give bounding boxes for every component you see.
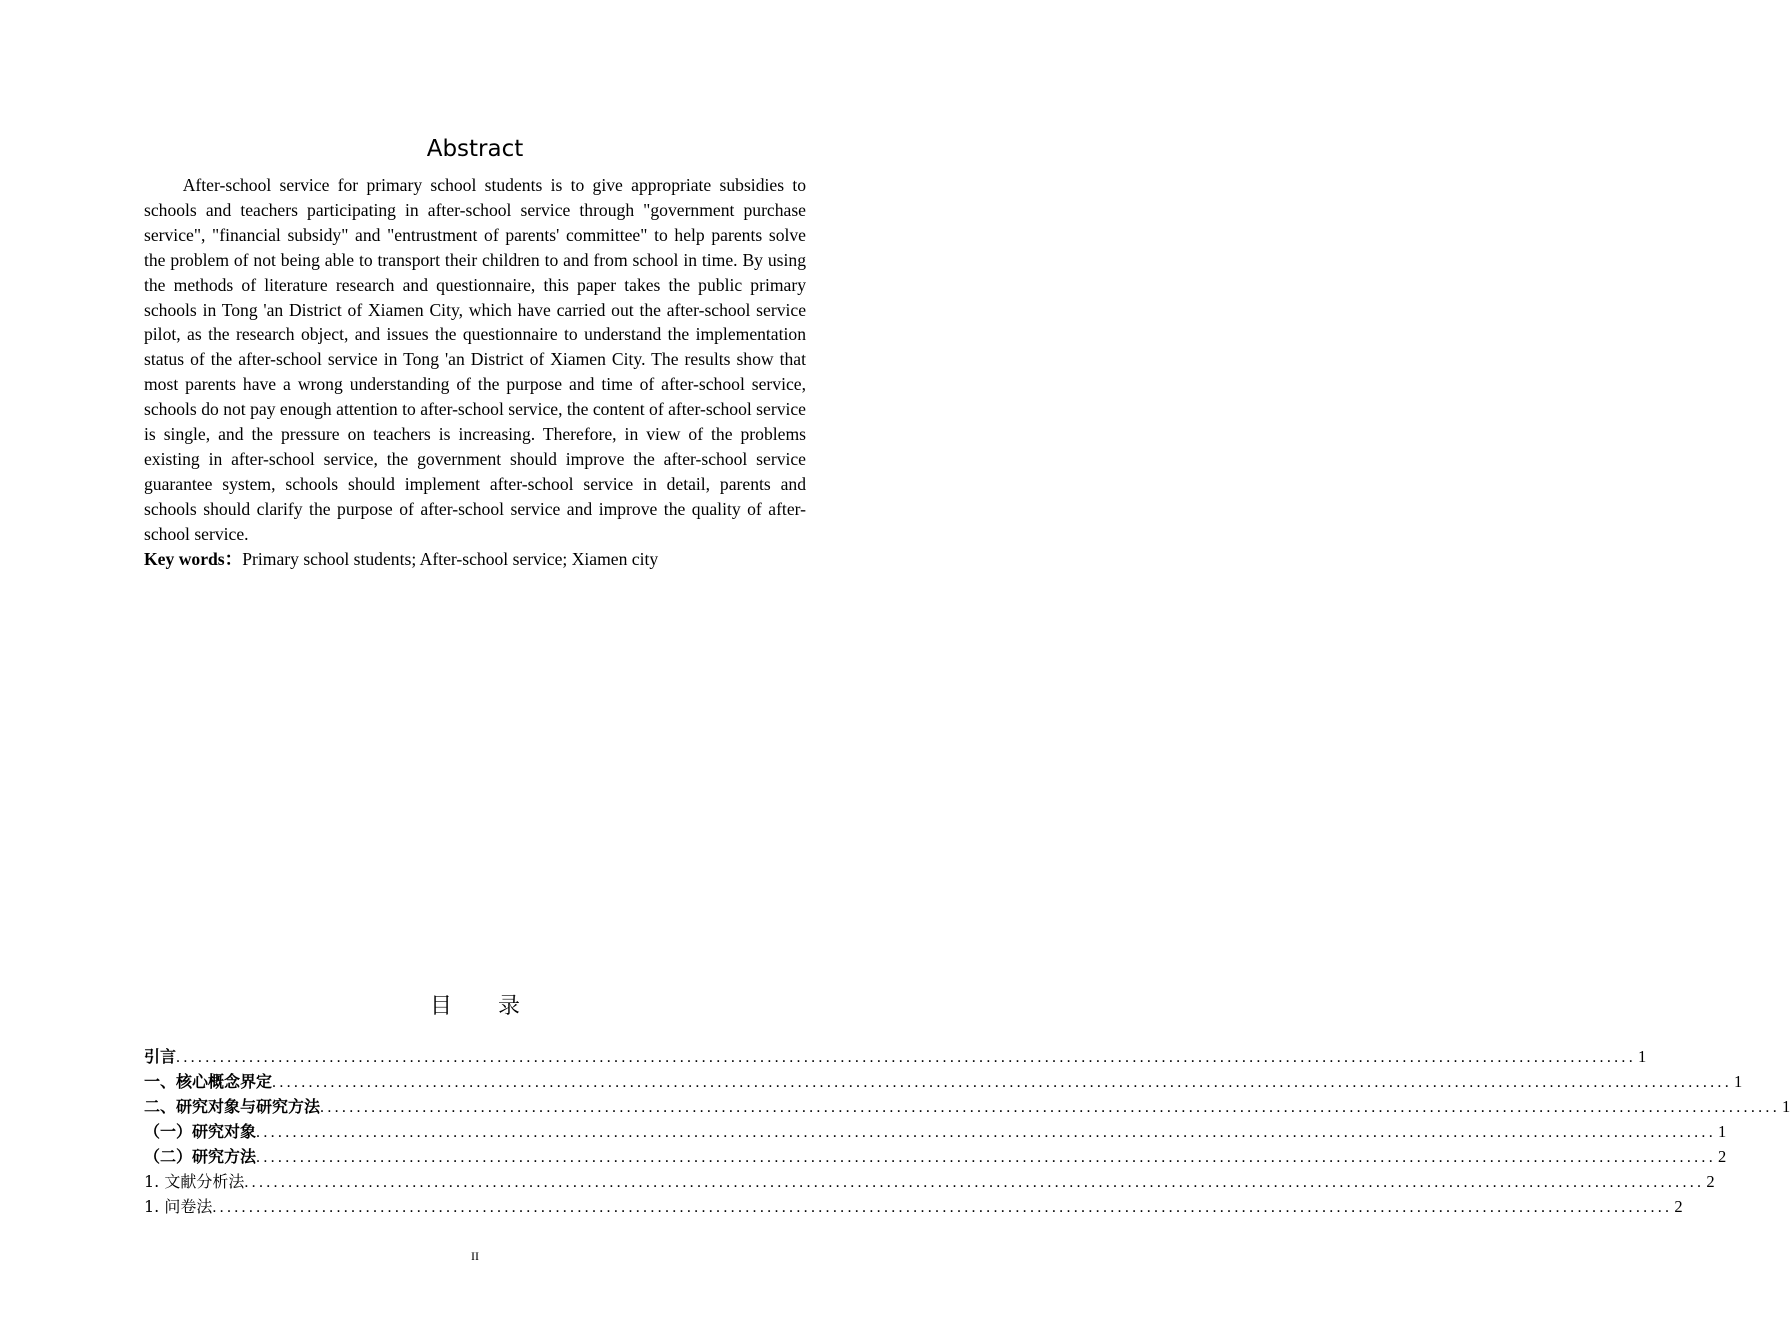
toc-entry-text: 引言 — [144, 1047, 177, 1066]
toc-entry-page: 1 — [1734, 1072, 1743, 1091]
table-of-contents — [144, 992, 1790, 1219]
toc-entry-text: 1. 问卷法 — [144, 1197, 213, 1216]
toc-entry[interactable] — [144, 1119, 1727, 1144]
toc-entry-text: （二）研究方法 — [144, 1147, 257, 1166]
toc-entry-text: 1. 文献分析法 — [144, 1172, 245, 1191]
toc-entry[interactable] — [144, 1069, 1743, 1094]
toc-leader-dots: ........................................................................................................................................................................................................ — [320, 1099, 1781, 1116]
toc-leader-dots: ........................................................................................................................................................................................................ — [212, 1199, 1673, 1216]
abstract-title: Abstract — [426, 136, 524, 162]
page-number: II — [471, 1249, 479, 1263]
toc-entry-page: 1 — [1782, 1097, 1790, 1116]
toc-entry-text: 一、核心概念界定 — [144, 1072, 273, 1091]
toc-leader-dots: ........................................................................................................................................................................................................ — [256, 1149, 1717, 1166]
toc-leader-dots: ........................................................................................................................................................................................................ — [256, 1124, 1717, 1141]
abstract-section — [144, 134, 806, 572]
toc-entry[interactable] — [144, 1044, 1647, 1069]
toc-entry-text: 二、研究对象与研究方法 — [144, 1097, 321, 1116]
toc-entry-page: 1 — [1718, 1122, 1727, 1141]
toc-leader-dots: ........................................................................................................................................................................................................ — [244, 1174, 1705, 1191]
toc-title-char-1: 目 — [429, 994, 452, 1019]
toc-entry[interactable] — [144, 1144, 1727, 1169]
toc-entry-page: 2 — [1706, 1172, 1715, 1191]
keywords-line — [144, 547, 806, 572]
abstract-body: After-school service for primary school students is to give appropriate subsidies to schools and teachers participating in after-school service through "government purchase service", "financial subsidy" and "entrustment of parents' committee" to help parents solve the problem of not being able to transport their children to and from school in time. By using the methods of literature research and questionnaire, this paper takes the public primary schools in Tong 'an District of Xiamen City, which have carried out the after-school service pilot, as the research object, and issues the questionnaire to understand the implementation status of the after-school service in Tong 'an District of Xiamen City. The results show that most parents have a wrong understanding of the purpose and time of after-school service, schools do not pay enough attention to after-school service, the content of after-school service is single, and the pressure on teachers is increasing. Therefore, in view of the problems existing in after-school service, the government should improve the after-school service guarantee system, schools should implement after-school service in detail, parents and schools should clarify the purpose of after-school service and improve the quality of after-school service. — [144, 175, 806, 544]
toc-entry[interactable] — [144, 1169, 1715, 1194]
keywords-text: Primary school students; After-school service; Xiamen city — [242, 548, 659, 569]
toc-leader-dots: ........................................................................................................................................................................................................ — [176, 1049, 1637, 1066]
toc-entry-page: 1 — [1638, 1047, 1647, 1066]
toc-title — [144, 992, 806, 1022]
toc-title-char-2: 录 — [498, 994, 521, 1019]
toc-entry[interactable] — [144, 1194, 1683, 1219]
keywords-label: Key words： — [144, 548, 243, 569]
toc-entry[interactable] — [144, 1094, 1790, 1119]
toc-entry-page: 2 — [1674, 1197, 1683, 1216]
toc-list — [144, 1044, 1790, 1219]
toc-entry-page: 2 — [1718, 1147, 1727, 1166]
toc-leader-dots: ........................................................................................................................................................................................................ — [272, 1074, 1733, 1091]
toc-entry-text: （一）研究对象 — [144, 1122, 257, 1141]
